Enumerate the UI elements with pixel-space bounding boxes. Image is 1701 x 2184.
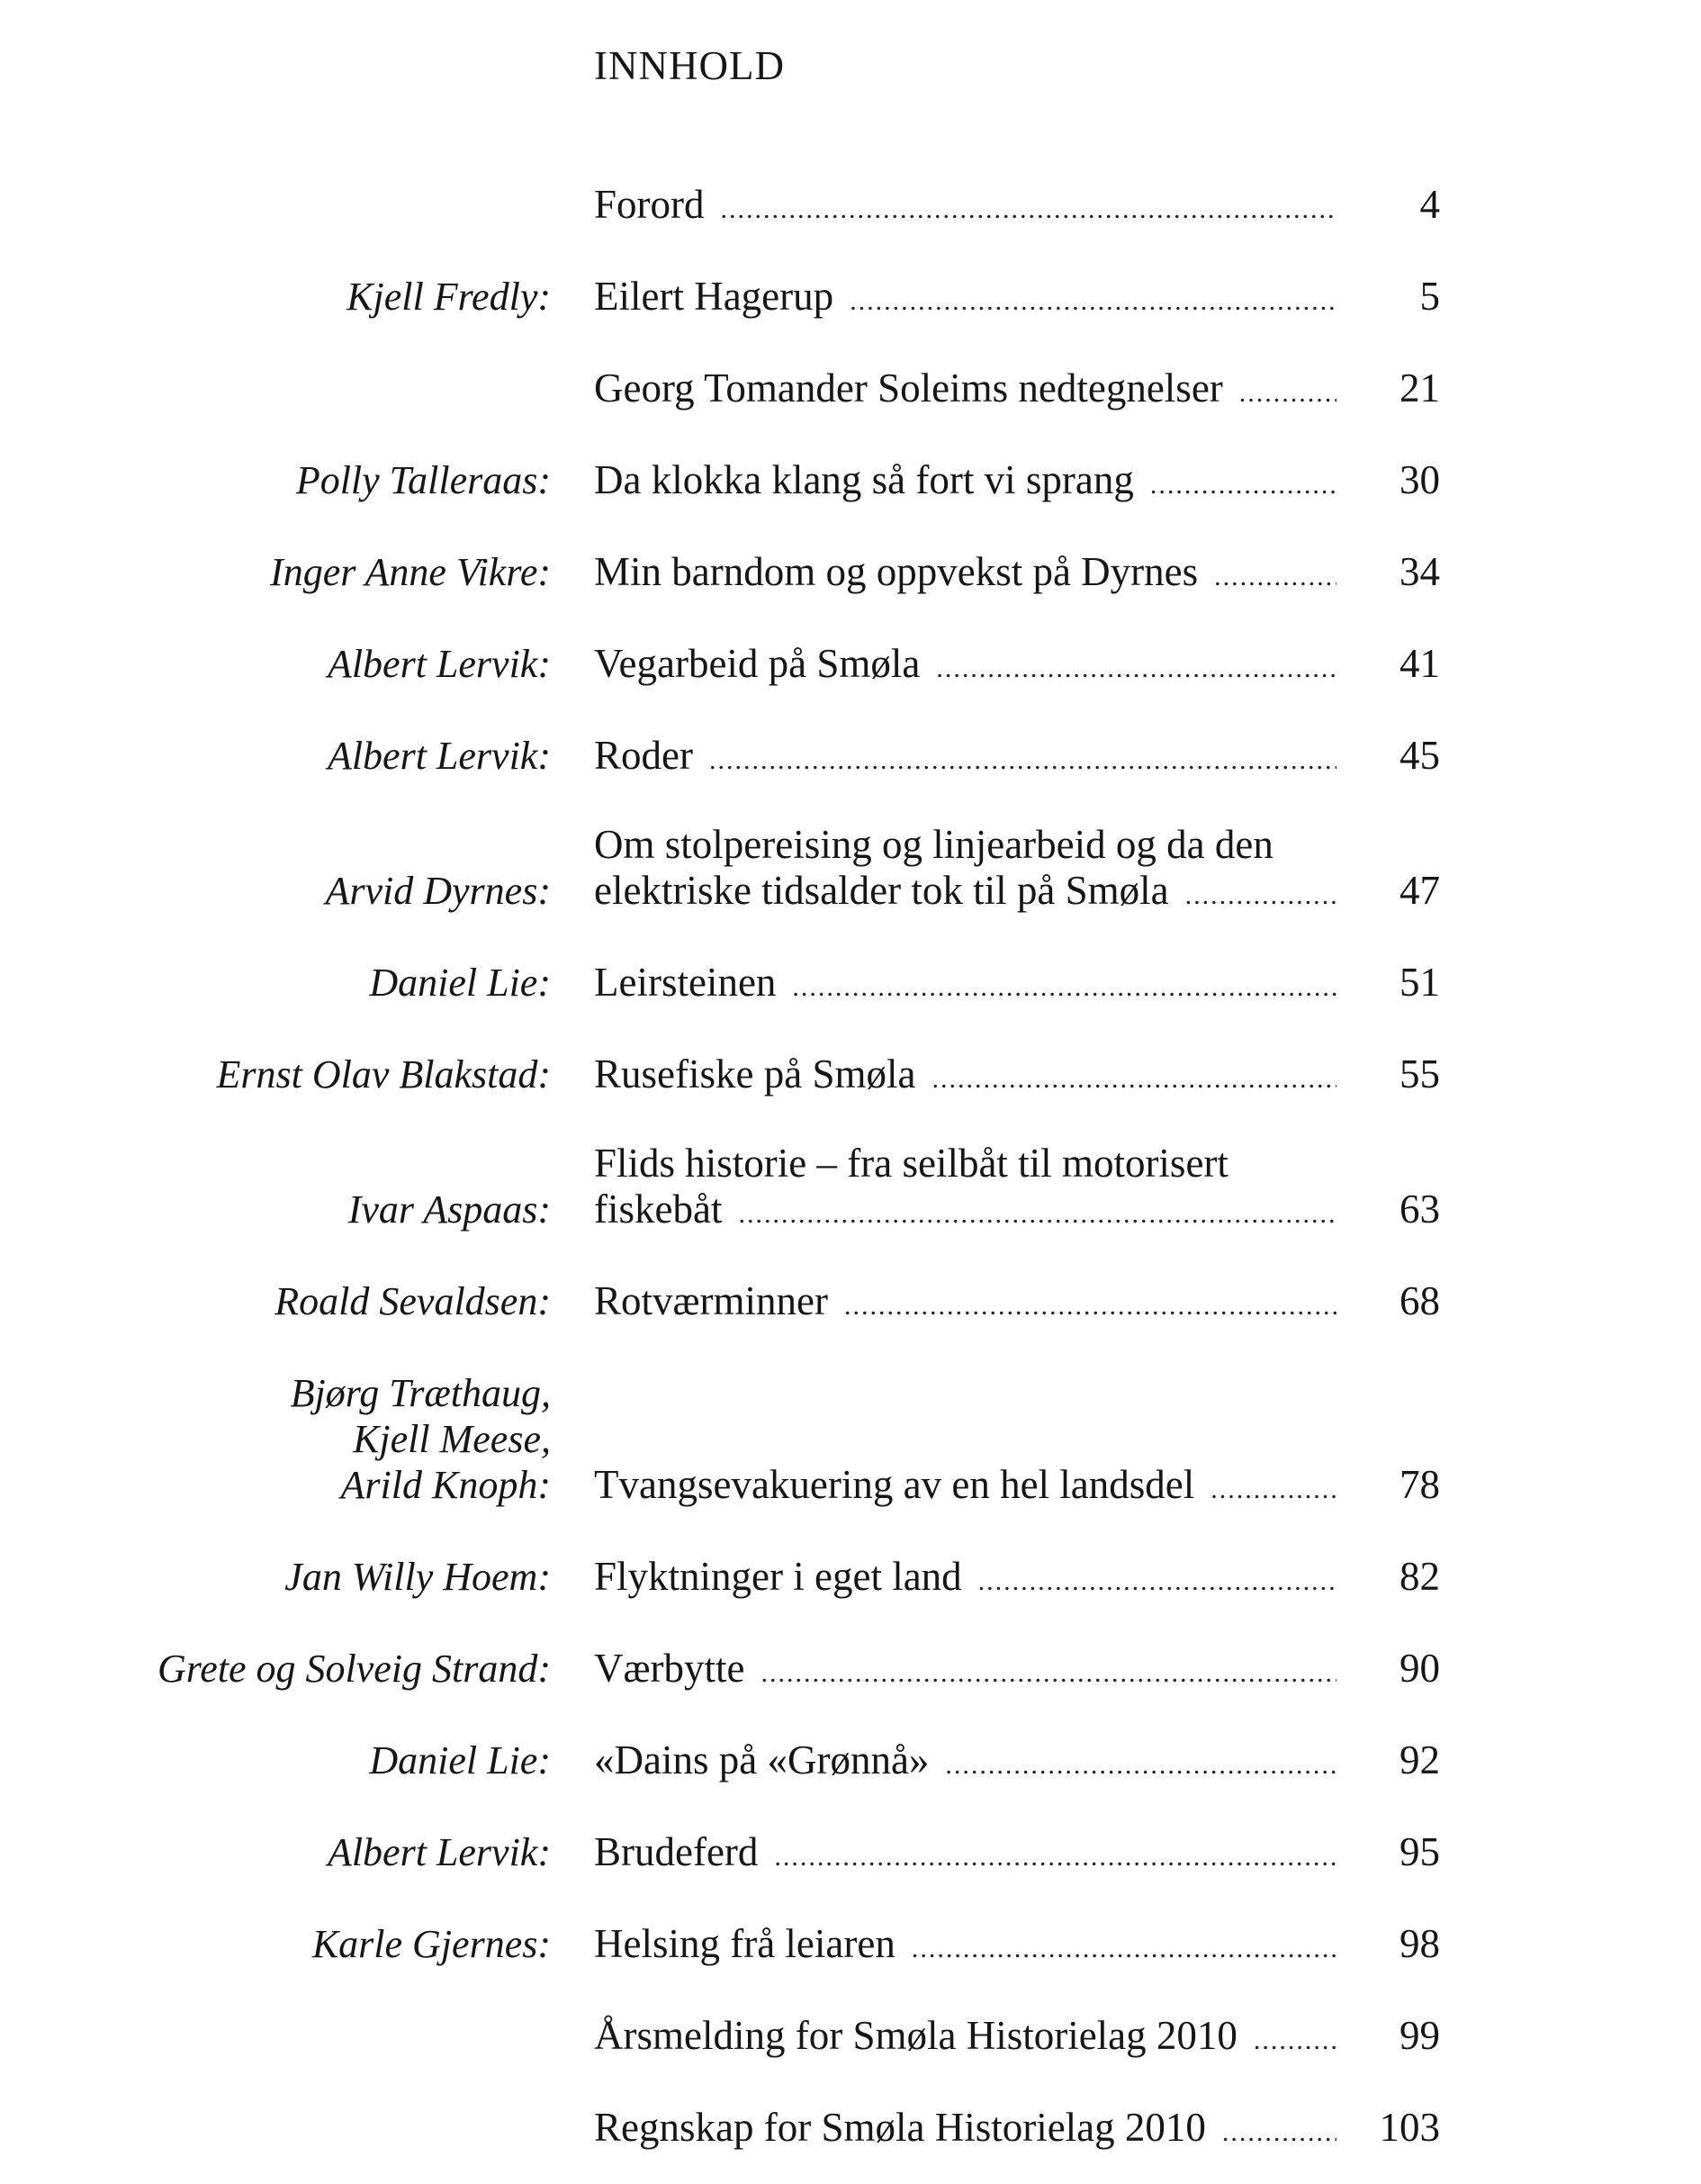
- toc-page-number: 47: [1400, 868, 1440, 913]
- toc-title-line: [594, 1187, 1336, 1237]
- toc-title: [594, 1737, 1336, 1788]
- dot-leader: [792, 964, 1336, 1010]
- toc-title-text: Da klokka klang så fort vi sprang: [594, 457, 1134, 502]
- toc-page-number: 68: [1400, 1278, 1440, 1323]
- toc-title-line: [594, 641, 1336, 691]
- toc-author-line: Ernst Olav Blakstad:: [216, 1052, 551, 1097]
- toc-title-line: [594, 733, 1336, 783]
- toc-author: [296, 457, 551, 503]
- toc-author: [312, 1921, 551, 1967]
- toc-author-line: Inger Anne Vikre:: [270, 550, 551, 594]
- toc-page-number: 78: [1400, 1462, 1440, 1507]
- toc-page-number: 30: [1400, 457, 1440, 502]
- toc-title: [594, 1462, 1336, 1512]
- toc-author-line: Jan Willy Hoem:: [284, 1555, 551, 1599]
- toc-title-line: [594, 1829, 1336, 1880]
- toc-title-line: [594, 1646, 1336, 1696]
- dot-leader: [1150, 462, 1336, 508]
- toc-title-text: Forord: [594, 182, 705, 227]
- toc-title: [594, 733, 1336, 783]
- toc-author-line: Daniel Lie:: [369, 961, 551, 1005]
- toc-title: [594, 2013, 1336, 2063]
- toc-author: [284, 1554, 551, 1600]
- toc-title-line: [594, 1051, 1336, 1102]
- toc-title: [594, 1829, 1336, 1880]
- toc-page-number: 45: [1400, 733, 1440, 778]
- toc-title: [594, 1921, 1336, 1972]
- toc-page-number: 34: [1400, 549, 1440, 594]
- toc-author: [328, 733, 551, 779]
- dot-leader: [709, 737, 1336, 783]
- toc-page-number: 95: [1400, 1829, 1440, 1874]
- toc-title-line: [594, 549, 1336, 600]
- toc-author: [291, 1370, 551, 1508]
- toc-title-text: Rotværminner: [594, 1278, 828, 1323]
- toc-page-number: 90: [1400, 1646, 1440, 1691]
- toc-title-line: [594, 182, 1336, 232]
- toc-title-text: fiskebåt: [594, 1187, 723, 1232]
- toc-title: [594, 274, 1336, 324]
- toc-author: [369, 1737, 551, 1783]
- toc-author: [274, 1278, 551, 1324]
- toc-author: [158, 1646, 551, 1692]
- toc-title-line: [594, 1921, 1336, 1972]
- toc-title-line: [594, 2105, 1336, 2155]
- dot-leader: [774, 1834, 1336, 1880]
- dot-leader: [912, 1926, 1336, 1972]
- toc-title-text: Eilert Hagerup: [594, 274, 834, 319]
- toc-title-line: [594, 1278, 1336, 1329]
- dot-leader: [850, 278, 1336, 324]
- toc-author-line: Albert Lervik:: [327, 642, 551, 686]
- toc-title-line: [594, 457, 1336, 508]
- toc-author-line: Albert Lervik:: [327, 734, 551, 778]
- dot-leader: [936, 645, 1336, 691]
- toc-title-line: Flids historie – fra seilbåt til motorisert: [594, 1141, 1228, 1186]
- dot-leader: [1214, 554, 1336, 600]
- dot-leader: [945, 1742, 1336, 1788]
- toc-page-number: 41: [1400, 641, 1440, 686]
- toc-title: [594, 960, 1336, 1010]
- toc-page-number: 5: [1419, 274, 1440, 319]
- dot-leader: [1239, 370, 1336, 416]
- toc-page-number: 63: [1400, 1187, 1440, 1232]
- toc-title-line: [594, 960, 1336, 1010]
- toc-title-line: [594, 1554, 1336, 1604]
- toc-author-line: Albert Lervik:: [327, 1830, 551, 1874]
- toc-title-line: [594, 868, 1336, 918]
- toc-page-number: 103: [1379, 2105, 1440, 2150]
- toc-title-line: [594, 1737, 1336, 1788]
- page-title: INNHOLD: [594, 43, 785, 88]
- toc-page-number: 92: [1400, 1737, 1440, 1782]
- toc-title-text: Roder: [594, 733, 693, 778]
- toc-title-text: Rusefiske på Smøla: [594, 1051, 916, 1097]
- toc-title: [594, 822, 1336, 918]
- toc-page-number: 82: [1400, 1554, 1440, 1599]
- toc-title-text: Helsing frå leiaren: [594, 1921, 896, 1966]
- toc-title-text: Brudeferd: [594, 1829, 759, 1874]
- toc-author: [328, 641, 551, 687]
- toc-title-text: Leirsteinen: [594, 960, 777, 1005]
- toc-author-line: Kjell Fredly:: [346, 275, 551, 319]
- toc-title-text: Regnskap for Smøla Historielag 2010: [594, 2105, 1206, 2150]
- dot-leader: [1185, 872, 1336, 918]
- toc-title: [594, 2105, 1336, 2155]
- toc-title-text: Min barndom og oppvekst på Dyrnes: [594, 549, 1199, 594]
- toc-author-line: Grete og Solveig Strand:: [157, 1647, 551, 1691]
- dot-leader: [844, 1283, 1336, 1329]
- toc-author-line: Polly Talleraas:: [295, 458, 551, 502]
- dot-leader: [1222, 2109, 1336, 2155]
- toc-title: [594, 641, 1336, 691]
- toc-author-line: Ivar Aspaas:: [347, 1187, 551, 1232]
- toc-author: [369, 960, 551, 1006]
- toc-title-text: elektriske tidsalder tok til på Smøla: [594, 868, 1169, 913]
- toc-author-line: Daniel Lie:: [369, 1738, 551, 1782]
- dot-leader: [1210, 1467, 1336, 1512]
- toc-title-text: Vegarbeid på Smøla: [594, 641, 921, 686]
- toc-author: [326, 868, 552, 914]
- toc-title: [594, 366, 1336, 416]
- toc-author: [216, 1051, 551, 1097]
- toc-title: [594, 1278, 1336, 1329]
- toc-title: [594, 549, 1336, 600]
- dot-leader: [760, 1650, 1336, 1696]
- dot-leader: [721, 186, 1337, 232]
- toc-page-number: 4: [1419, 182, 1440, 227]
- toc-author-line: Bjørg Træthaug,: [290, 1371, 551, 1415]
- toc-title-line: Om stolpereising og linjearbeid og da den: [594, 822, 1274, 867]
- toc-author: [328, 1829, 551, 1875]
- dot-leader: [738, 1191, 1336, 1237]
- toc-title: [594, 182, 1336, 232]
- toc-author: [348, 1187, 551, 1232]
- toc-author-line: Arvid Dyrnes:: [325, 869, 551, 913]
- toc-page-number: 55: [1400, 1051, 1440, 1097]
- toc-title: [594, 1554, 1336, 1604]
- toc-title: [594, 1141, 1336, 1237]
- toc-title-line: [594, 366, 1336, 416]
- toc-page-number: 51: [1400, 960, 1440, 1005]
- toc-title: [594, 1051, 1336, 1102]
- toc-page-number: 21: [1400, 366, 1440, 411]
- toc-title-text: Værbytte: [594, 1646, 745, 1691]
- toc-title: [594, 457, 1336, 508]
- toc-author-line: Kjell Meese,: [353, 1417, 551, 1461]
- toc-title-text: Tvangsevakuering av en hel landsdel: [594, 1462, 1195, 1507]
- toc-title-line: [594, 2013, 1336, 2063]
- toc-title-text: Georg Tomander Soleims nedtegnelser: [594, 366, 1223, 411]
- toc-title-text: «Dains på «Grønnå»: [594, 1737, 930, 1782]
- dot-leader: [932, 1056, 1336, 1102]
- toc-author-line: Arild Knoph:: [340, 1463, 551, 1507]
- dot-leader: [1254, 2017, 1336, 2063]
- toc-author-line: Karle Gjernes:: [311, 1922, 551, 1966]
- toc-title-line: [594, 1462, 1336, 1512]
- toc-page-number: 98: [1400, 1921, 1440, 1966]
- toc-title-text: Flyktninger i eget land: [594, 1554, 962, 1599]
- toc-title-line: [594, 274, 1336, 324]
- toc-page-number: 99: [1400, 2013, 1440, 2058]
- toc-title-text: Årsmelding for Smøla Historielag 2010: [594, 2013, 1238, 2058]
- toc-author: [270, 549, 551, 595]
- toc-author-line: Roald Sevaldsen:: [274, 1279, 551, 1323]
- dot-leader: [978, 1558, 1336, 1604]
- toc-author: [346, 274, 551, 320]
- toc-title: [594, 1646, 1336, 1696]
